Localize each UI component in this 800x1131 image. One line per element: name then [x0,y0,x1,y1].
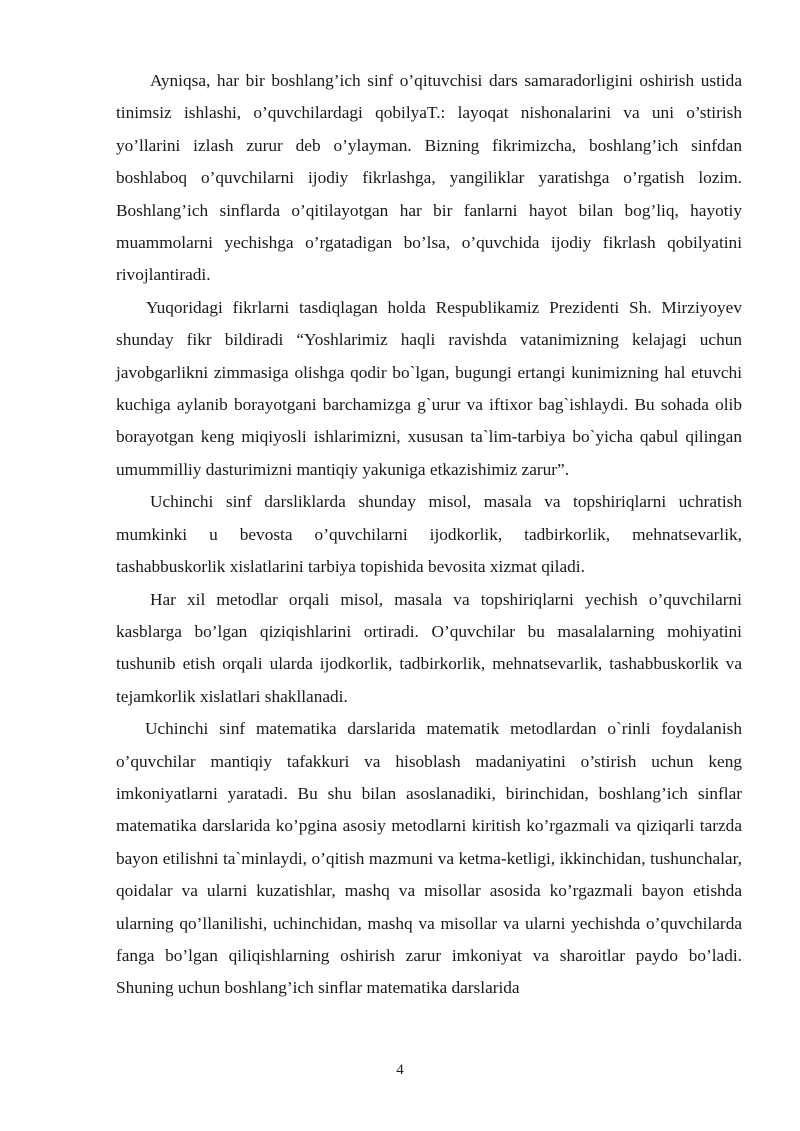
paragraph-3: Uchinchi sinf darsliklarda shunday misol, masala va topshiriqlarni uchratish mumkinki u bevosta o’quvchilarni ijodkorlik, tadbirkorlik, mehnatsevarlik, tashabbuskorlik xislatlarini tarbiya topishida bevosita xizmat qiladi. [116,492,742,577]
paragraph-1: Ayniqsa, har bir boshlang’ich sinf o’qituvchisi dars samaradorligini oshirish ustida tinimsiz ishlashi, o’quvchilardagi qobilyaT.: layoqat nishonalarini va uni o’stirish yo’llarini izlash zurur deb o’ylayman. Bizning fikrimizcha, boshlang’ich sinfdan boshlaboq o’quvchilarni ijodiy fikrlashga, yangiliklar yaratishga o’rgatish lozim. Boshlang’ich sinflarda o’qitilayotgan har bir fanlarni hayot bilan bog’liq, hayotiy muammolarni yechishga o’rgatadigan bo’lsa, o’quvchida ijodiy fikrlash qobilyatini rivojlantiradi. [116,71,742,285]
page-number: 4 [396,1062,404,1078]
paragraph-2: Yuqoridagi fikrlarni tasdiqlagan holda Respublikamiz Prezidenti Sh. Mirziyoyev shunday fikr bildiradi “Yoshlarimiz haqli ravishda vatanimizning kelajagi uchun javobgarlikni zimmasiga olishga qodir bo`lgan, bugungi ertangi kunimizning hal etuvchi kuchiga aylanib borayotgani barchamizga g`urur va iftixor bag`ishlaydi. Bu sohada olib borayotgan keng miqiyosli ishlarimizni, xususan ta`lim-tarbiya bo`yicha qabul qilingan umummilliy dasturimizni mantiqiy yakuniga etkazishimiz zarur”. [116,297,742,479]
body-text [116,65,742,1005]
paragraph-4: Har xil metodlar orqali misol, masala va topshiriqlarni yechish o’quvchilarni kasblarga bo’lgan qiziqishlarini ortiradi. O’quvchilar bu masalalarning mohiyatini tushunib etish orqali ularda ijodkorlik, tadbirkorlik, mehnatsevarlik, tashabbuskorlik va tejamkorlik xislatlari shakllanadi. [116,589,742,706]
paragraph-5: Uchinchi sinf matematika darslarida matematik metodlardan o`rinli foydalanish o’quvchilar mantiqiy tafakkuri va hisoblash madaniyatini o’stirish uchun keng imkoniyatlarni yaratadi. Bu shu bilan asoslanadiki, birinchidan, boshlang’ich sinflar matematika darslarida ko’pgina asosiy metodlarni kiritish ko’rgazmali va qiziqarli tarzda bayon etilishni ta`minlaydi, o’qitish mazmuni va ketma-ketligi, ikkinchidan, tushunchalar, qoidalar va ularni kuzatishlar, mashq va misollar asosida ko’rgazmali bayon etishda ularning qo’llanilishi, uchinchidan, mashq va misollar va ularni yechishda o’quvchilarda fanga bo’lgan qiliqishlarning oshirish zarur imkoniyat va sharoitlar paydo bo’ladi. Shuning uchun boshlang’ich sinflar matematika darslarida [116,719,742,998]
